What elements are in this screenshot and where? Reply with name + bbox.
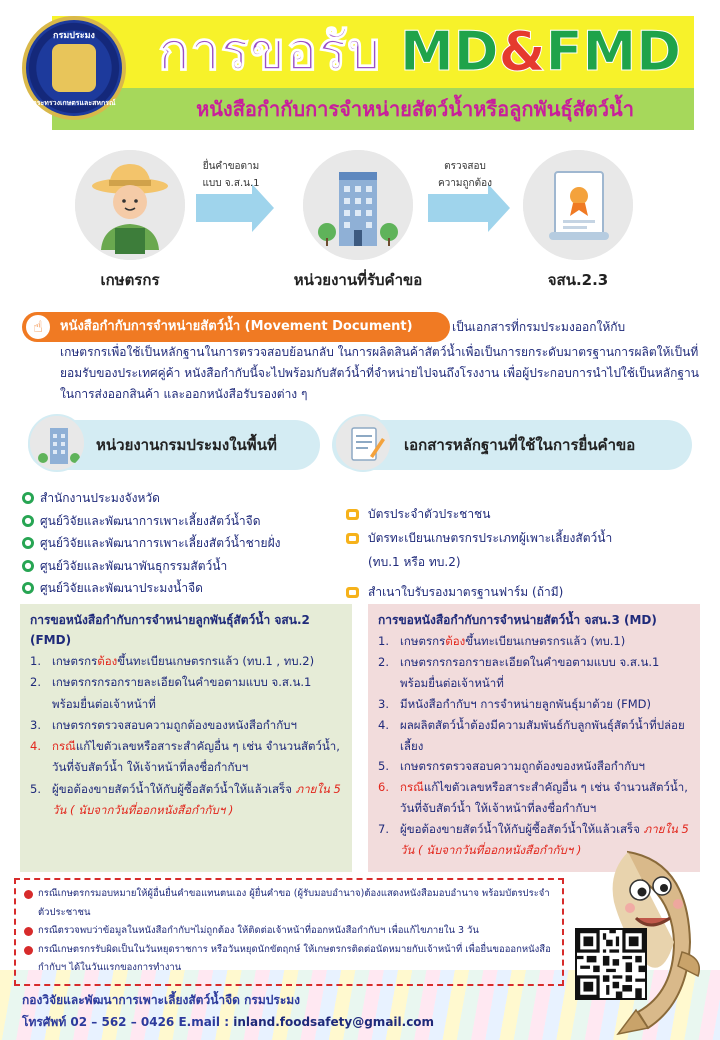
note-item [24,941,554,978]
item-number: 2. [30,675,41,690]
fmd-procedure-list [30,651,342,821]
md-procedure-box [368,604,700,872]
brand-title [400,18,681,86]
list-item-continuation [346,550,706,574]
list-item [22,510,342,533]
warning-dot-icon [24,927,33,936]
brand-md: MD [400,20,499,83]
list-item [346,502,706,526]
list-item [378,756,690,777]
note-text: กรณีเกษตรกรมอบหมายให้ผู้อื่นยื่นคำขอแทนตนเอง ผู้ยื่นคำขอ (ผู้รับมอบอำนาจ)ต้องแสดงหนังสือมอบอำนาจ พร้อมบัตรประจำตัวประชาชน [38,888,550,918]
step-certificate-label: จสน.2.3 [547,271,609,289]
md-procedure-title: การขอหนังสือกำกับการจำหน่ายสัตว์น้ำ จสน.3 (MD) [378,613,657,627]
document-item-label: สำเนาใบรับรองมาตรฐานฟาร์ม (ถ้ามี) [368,585,564,599]
item-text: เกษตรกรกรอกรายละเอียดในคำขอตามแบบ จ.ส.น.1 พร้อมยื่นต่อเจ้าหน้าที่ [52,675,312,711]
offices-heading: หน่วยงานกรมประมงในพื้นที่ [96,436,277,454]
warning-dot-icon [24,946,33,955]
item-number: 4. [30,739,41,754]
item-number: 3. [30,717,41,732]
list-item [378,652,690,694]
item-text: เกษตรกร [400,634,446,648]
pin-icon: ● [22,560,34,572]
item-text: ขึ้นทะเบียนเกษตรกรแล้ว (ทบ.1) [465,634,626,648]
movement-document-lead: เป็นเอกสารที่กรมประมงออกให้กับ [452,320,626,334]
document-icon [334,414,392,472]
item-text: เกษตรกรตรวจสอบความถูกต้องของหนังสือกำกับฯ [400,759,645,774]
item-number: 6. [378,780,389,795]
page-title: การขอรับ [158,22,382,82]
office-item-label: ศูนย์วิจัยและพัฒนาการเพาะเลี้ยงสัตว์น้ำชายฝั่ง [40,536,281,550]
item-deadline: ภายใน 5 วัน ( นับจากวันที่ออกหนังสือกำกับฯ ) [400,822,689,858]
process-arrow-1 [196,194,254,222]
cursor-click-icon: ☝ [24,313,52,341]
id-card-icon [346,533,359,544]
movement-document-label: หนังสือกำกับการจำหน่ายสัตว์น้ำ (Movement Document) [60,319,413,334]
item-deadline: ภายใน 5 วัน ( นับจากวันที่ออกหนังสือกำกับฯ ) [52,781,341,818]
item-number: 5. [378,759,389,774]
list-item [378,694,690,715]
arrow-2-note-line2: ความถูกต้อง [437,178,492,189]
logo-emblem-icon [52,44,96,92]
item-number: 3. [378,696,389,711]
document-item-label: (ทบ.1 หรือ ทบ.2) [368,555,461,569]
arrow-2-note-line1: ตรวจสอบ [444,161,486,172]
step-farmer-label: เกษตรกร [100,271,160,289]
list-item [22,487,342,510]
notes-box [14,878,564,986]
item-number: 4. [378,717,389,732]
item-number: 1. [30,654,41,668]
list-item [30,736,342,779]
list-item [30,715,342,736]
office-item-label: ศูนย์วิจัยและพัฒนาประมงน้ำจืด [40,581,203,595]
item-text: ผลผลิตสัตว์น้ำต้องมีความสัมพันธ์กับลูกพันธุ์สัตว์น้ำที่ปล่อยเลี้ยง [400,717,685,753]
document-list [346,502,706,604]
item-emphasis: กรณี [52,739,76,754]
pin-icon: ● [22,537,34,549]
md-procedure-list [378,631,690,861]
list-item [378,631,690,652]
footer-email-link[interactable]: inland.foodsafety@gmail.com [233,1015,435,1029]
list-item [378,777,690,819]
item-text: ผู้ขอต้องขายสัตว์น้ำให้กับผู้ซื้อสัตว์น้ำให้แล้วเสร็จ [400,822,640,837]
office-building-icon [303,150,413,260]
item-emphasis: ต้อง [445,634,466,648]
documents-heading: เอกสารหลักฐานที่ใช้ในการยื่นคำขอ [404,436,636,454]
item-text: แก้ไขตัวเลขหรือสาระสำคัญอื่น ๆ เช่น จำนวนสัตว์น้ำ, วันที่จับสัตว์น้ำ ให้เจ้าหน้าที่ลงชื่อกำกับฯ [400,780,688,816]
item-emphasis: กรณี [400,780,424,795]
brand-fmd: FMD [545,20,682,83]
logo-top-text: กรมประมง [53,31,95,41]
fmd-procedure-title: การขอหนังสือกำกับการจำหน่ายลูกพันธุ์สัตว์น้ำ จสน.2 (FMD) [30,613,310,647]
warning-dot-icon [24,890,33,899]
pin-icon: ● [22,515,34,527]
arrow-1-note [186,158,276,192]
item-number: 5. [30,781,41,796]
farmer-icon [75,150,185,260]
department-logo [22,16,126,120]
footer-organization: กองวิจัยและพัฒนาการเพาะเลี้ยงสัตว์น้ำจืด กรมประมง [22,993,301,1007]
item-text: ผู้ขอต้องขายสัตว์น้ำให้กับผู้ซื้อสัตว์น้ำให้แล้วเสร็จ [52,781,292,796]
item-number: 1. [378,634,389,648]
list-item [346,526,706,550]
note-text: กรณีเกษตรกรรับผิดเป็นในวันหยุดราชการ หรือวันหยุดนักขัตฤกษ์ ให้เกษตรกรติดต่อนัดหมายกับเจ้าหน้าที่ เพื่อยื่นขอออกหนังสือกำกับฯ ได้ในวันแรกของการทำงาน [38,943,551,974]
brand-amp: & [498,20,546,83]
id-card-icon [346,587,359,598]
notes-list [24,885,554,978]
list-item [22,577,342,600]
note-text: กรณีตรวจพบว่าข้อมูลในหนังสือกำกับฯไม่ถูกต้อง ให้ติดต่อเจ้าหน้าที่ออกหนังสือกำกับฯ เพื่อแก้ไขภายใน 3 วัน [38,925,479,937]
item-text: เกษตรกรกรอกรายละเอียดในคำขอตามแบบ จ.ส.น.1 พร้อมยื่นต่อเจ้าหน้าที่ [400,654,660,690]
item-number: 7. [378,822,389,837]
list-item [22,555,342,578]
certificate-icon [523,150,633,260]
pin-icon: ● [22,582,34,594]
list-item [30,651,342,672]
office-item-label: สำนักงานประมงจังหวัด [40,491,160,505]
movement-document-description: เกษตรกรเพื่อใช้เป็นหลักฐานในการตรวจสอบย้อนกลับ ในการผลิตสินค้าสัตว์น้ำเพื่อเป็นการยกระดับมาตรฐานการผลิตให้เป็นที่ยอมรับของประเทศคู่ค้า หนังสือกำกับนี้จะไปพร้อมกับสัตว์น้ำที่จำหน่ายไปจนถึงโรงงาน เพื่อผู้ประกอบการนำไปใช้เป็นหลักฐานในการส่งออกสินค้า และออกหนังสือรับรองต่าง ๆ [60,345,699,401]
footer-phone: โทรศัพท์ 02 – 562 – 0426 E.mail : [22,1015,230,1029]
item-text: เกษตรกรตรวจสอบความถูกต้องของหนังสือกำกับฯ [52,717,297,732]
item-text: มีหนังสือกำกับฯ การจำหน่ายลูกพันธุ์มาด้วย (FMD) [400,696,651,711]
list-item [22,532,342,555]
list-item [30,672,342,715]
office-building-icon [28,414,86,472]
item-text: เกษตรกร [52,654,98,668]
office-item-label: ศูนย์วิจัยและพัฒนาพันธุกรรมสัตว์น้ำ [40,558,228,573]
note-item [24,885,554,922]
arrow-1-note-line1: ยื่นคำขอตาม [202,161,260,172]
process-arrow-2 [428,194,490,222]
office-list [22,487,342,600]
document-item-label: บัตรทะเบียนเกษตรกรประเภทผู้เพาะเลี้ยงสัตว์น้ำ [368,531,613,545]
arrow-2-note [420,158,510,192]
list-item [30,779,342,822]
page-subtitle: หนังสือกำกับการจำหน่ายสัตว์น้ำหรือลูกพันธุ์สัตว์น้ำ [196,97,634,121]
note-item [24,922,554,941]
arrow-1-note-line2: แบบ จ.ส.น.1 [202,178,260,189]
item-emphasis: ต้อง [97,654,118,668]
document-item-label: บัตรประจำตัวประชาชน [368,507,491,521]
office-item-label: ศูนย์วิจัยและพัฒนาการเพาะเลี้ยงสัตว์น้ำจืด [40,513,261,528]
footer-contact [22,1013,434,1032]
list-item [346,580,706,604]
pin-icon: ● [22,492,34,504]
logo-bottom-text: กระทรวงเกษตรและสหกรณ์ [32,99,116,107]
fmd-procedure-box [20,604,352,872]
item-text: แก้ไขตัวเลขหรือสาระสำคัญอื่น ๆ เช่น จำนวนสัตว์น้ำ, วันที่จับสัตว์น้ำ ให้เจ้าหน้าที่ลงชื่อกำกับฯ [52,739,340,775]
list-item [378,715,690,757]
item-number: 2. [378,654,389,669]
item-text: ขึ้นทะเบียนเกษตรกรแล้ว (ทบ.1 , ทบ.2) [117,654,315,668]
step-office-label: หน่วยงานที่รับคำขอ [293,271,423,289]
qr-code-icon[interactable] [575,928,647,1000]
id-card-icon [346,509,359,520]
